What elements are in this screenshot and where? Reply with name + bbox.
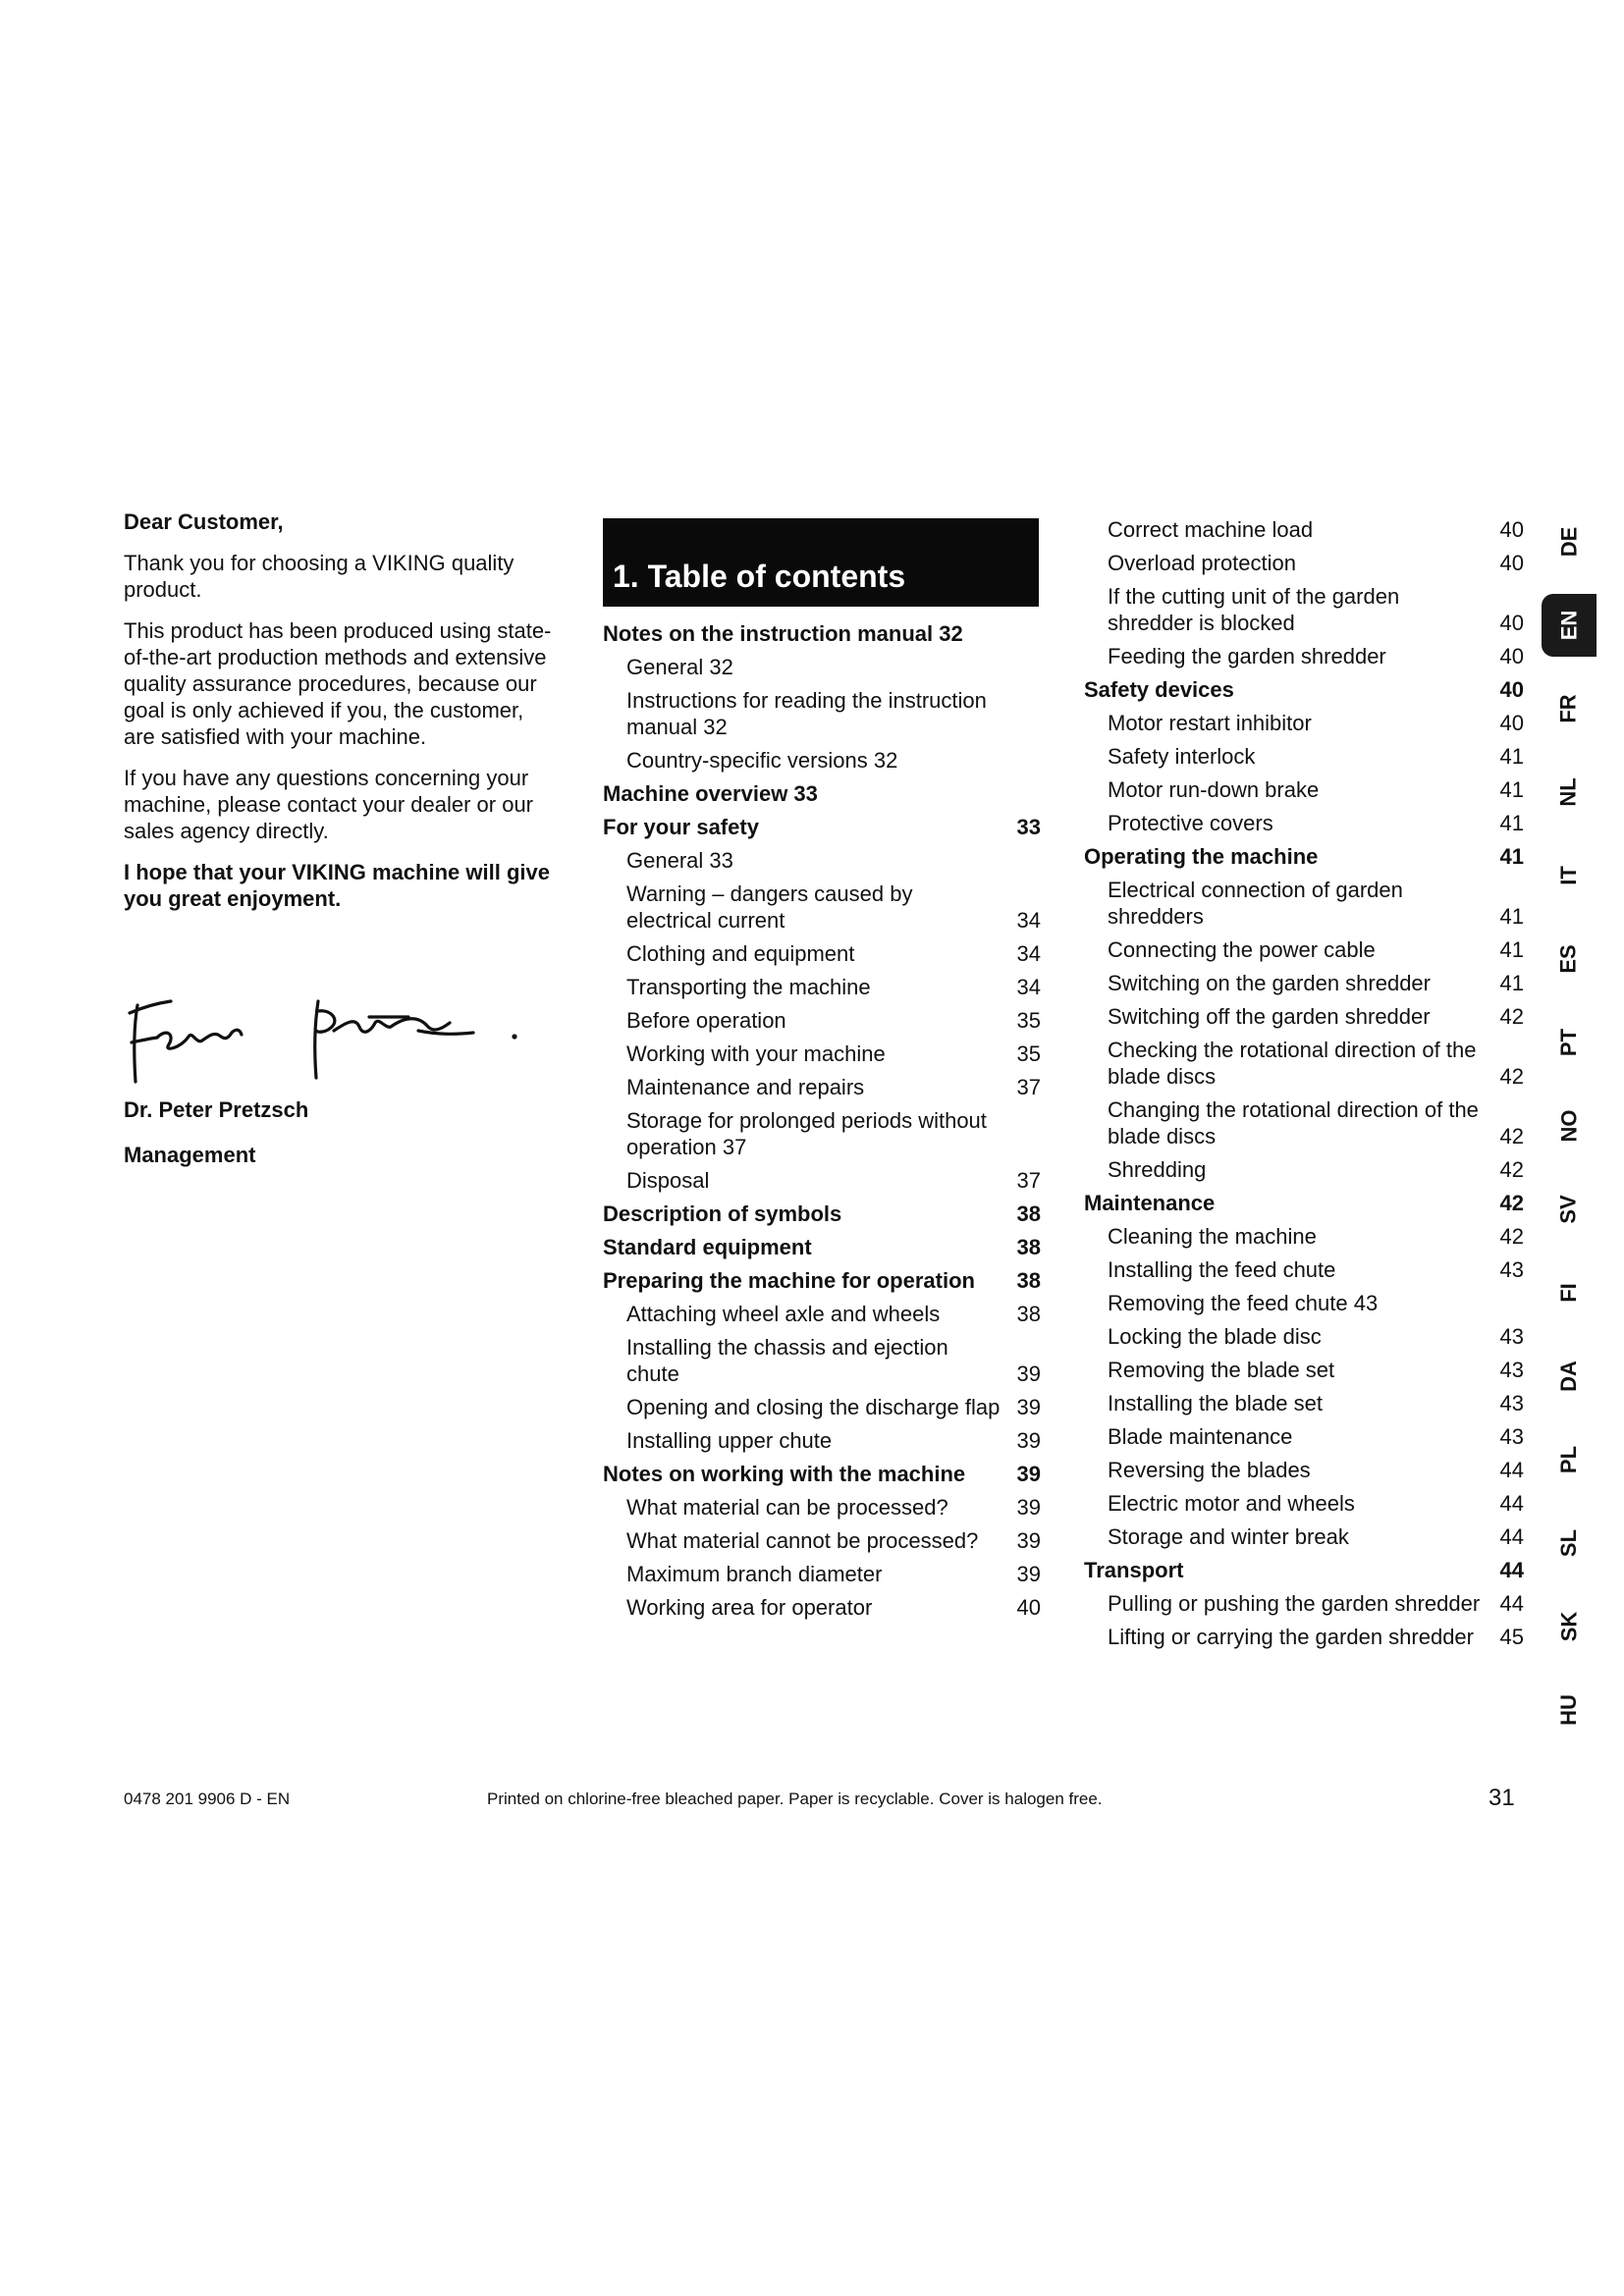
toc-entry-title: If the cutting unit of the garden shredder is blocked (1108, 584, 1400, 635)
letter-closing: I hope that your VIKING machine will give you great enjoyment. (124, 860, 550, 911)
language-tab-es (1542, 928, 1597, 990)
toc-entry-page: 38 (1016, 1268, 1041, 1293)
language-tab-da (1542, 1345, 1597, 1408)
toc-entry-page: 41 (1499, 744, 1524, 769)
toc-entry-page: 39 (1016, 1462, 1041, 1486)
toc-subsection-entry (603, 1427, 1041, 1454)
toc-subsection-entry (1084, 1256, 1524, 1283)
toc-entry-title: Clothing and equipment (626, 941, 855, 966)
toc-entry-title: Transporting the machine (626, 975, 871, 999)
toc-subsection-entry (1084, 743, 1524, 770)
language-tab-pt (1542, 1011, 1597, 1074)
language-tab-label: FR (1555, 694, 1581, 723)
toc-entry-title: Motor restart inhibitor (1108, 711, 1312, 735)
toc-subsection-entry (1084, 776, 1524, 803)
toc-section-entry (603, 1234, 1041, 1260)
toc-entry-page: 44 (1499, 1524, 1524, 1549)
toc-entry-title: Shredding (1108, 1157, 1207, 1182)
language-tab-label: EN (1556, 610, 1581, 641)
toc-entry-title: Electrical connection of garden shredders (1108, 878, 1403, 929)
toc-entry-title: Checking the rotational direction of the blade discs (1108, 1038, 1477, 1089)
toc-entry-page: 39 (1016, 1428, 1041, 1453)
toc-entry-page: 43 (1499, 1424, 1524, 1449)
toc-entry-title: Switching off the garden shredder (1108, 1004, 1431, 1029)
toc-subsection-entry (1084, 1003, 1524, 1030)
letter-greeting: Dear Customer, (124, 509, 284, 534)
toc-entry-title: Changing the rotational direction of the blade discs (1108, 1097, 1479, 1148)
toc-subsection-entry (603, 687, 1041, 740)
toc-entry-page: 34 (1016, 908, 1041, 933)
toc-entry-title: Storage for prolonged periods without operation 37 (626, 1108, 987, 1159)
toc-entry-page: 43 (1499, 1324, 1524, 1349)
language-tab-fr (1542, 677, 1597, 740)
toc-entry-title: Instructions for reading the instruction manual 32 (626, 688, 987, 739)
toc-entry-page: 41 (1499, 811, 1524, 835)
toc-entry-page: 42 (1499, 1064, 1524, 1089)
language-tab-label: SK (1556, 1611, 1581, 1642)
toc-subsection-entry (1084, 1323, 1524, 1350)
toc-entry-title: Disposal (626, 1168, 710, 1193)
language-tab-label: HU (1556, 1694, 1581, 1726)
toc-subsection-entry (603, 747, 1041, 774)
toc-subsection-entry (1084, 1357, 1524, 1383)
toc-entry-title: Protective covers (1108, 811, 1273, 835)
toc-entry-title: Opening and closing the discharge flap (626, 1395, 1001, 1419)
language-tab-label: PT (1556, 1028, 1581, 1057)
toc-entry-title: Notes on working with the machine (603, 1462, 966, 1486)
toc-entry-title: Removing the feed chute 43 (1108, 1291, 1379, 1315)
toc-subsection-entry (1084, 583, 1524, 636)
toc-subsection-entry (603, 1561, 1041, 1587)
handwritten-signature (124, 984, 556, 1092)
toc-entry-page: 40 (1499, 611, 1524, 635)
toc-subsection-entry (1084, 1457, 1524, 1483)
toc-subsection-entry (1084, 877, 1524, 930)
toc-subsection-entry (1084, 1590, 1524, 1617)
toc-entry-page: 40 (1499, 677, 1524, 702)
toc-entry-page: 39 (1016, 1362, 1041, 1386)
language-tab-no (1542, 1095, 1597, 1157)
toc-section-entry (603, 1461, 1041, 1487)
toc-entry-page: 40 (1499, 711, 1524, 735)
language-tab-fi (1542, 1261, 1597, 1324)
toc-subsection-entry (1084, 1156, 1524, 1183)
toc-subsection-entry (603, 1394, 1041, 1420)
toc-subsection-entry (1084, 1223, 1524, 1250)
toc-entry-page: 37 (1016, 1075, 1041, 1099)
toc-entry-title: Connecting the power cable (1108, 937, 1376, 962)
toc-subsection-entry (603, 1334, 1041, 1387)
letter-paragraph: Thank you for choosing a VIKING quality product. (124, 551, 514, 602)
language-tabs (1542, 510, 1597, 1762)
toc-entry-title: Transport (1084, 1558, 1184, 1582)
toc-entry-title: Notes on the instruction manual 32 (603, 621, 963, 646)
toc-entry-title: Installing the blade set (1108, 1391, 1323, 1415)
toc-entry-page: 35 (1016, 1008, 1041, 1033)
toc-entry-title: Before operation (626, 1008, 786, 1033)
toc-subsection-entry (1084, 810, 1524, 836)
toc-entry-title: Installing the chassis and ejection chute (626, 1335, 948, 1386)
language-tab-label: DE (1556, 526, 1581, 558)
toc-entry-title: Country-specific versions 32 (626, 748, 898, 773)
signer-name: Dr. Peter Pretzsch (124, 1097, 309, 1122)
toc-entry-page: 41 (1499, 844, 1524, 869)
toc-entry-title: Cleaning the machine (1108, 1224, 1317, 1249)
toc-subsection-entry (603, 654, 1041, 680)
letter-paragraph: This product has been produced using state-of-the-art production methods and extensive quality assurance procedures, because our goal is only achieved if you, the customer, are satisfied with your machine. (124, 618, 552, 749)
toc-entry-title: Standard equipment (603, 1235, 812, 1259)
toc-subsection-entry (1084, 970, 1524, 996)
toc-entry-title: Reversing the blades (1108, 1458, 1311, 1482)
language-tab-label: PL (1556, 1445, 1581, 1474)
toc-subsection-entry (603, 881, 1041, 934)
toc-entry-page: 44 (1499, 1491, 1524, 1516)
toc-subsection-entry (1084, 936, 1524, 963)
toc-entry-title: Maximum branch diameter (626, 1562, 883, 1586)
language-tab-en (1542, 594, 1597, 657)
toc-column-middle (603, 620, 1041, 1628)
toc-entry-page: 39 (1016, 1562, 1041, 1586)
toc-subsection-entry (603, 1167, 1041, 1194)
toc-subsection-entry (1084, 1523, 1524, 1550)
toc-entry-title: What material can be processed? (626, 1495, 948, 1520)
toc-entry-title: Electric motor and wheels (1108, 1491, 1355, 1516)
paper-note: Printed on chlorine-free bleached paper. Paper is recyclable. Cover is halogen free. (487, 1789, 1103, 1808)
toc-entry-page: 40 (1499, 644, 1524, 668)
toc-entry-title: Maintenance (1084, 1191, 1216, 1215)
toc-entry-title: General 33 (626, 848, 733, 873)
toc-section-entry (603, 620, 1041, 647)
toc-entry-title: Warning – dangers caused by electrical current (626, 881, 913, 933)
toc-entry-page: 43 (1499, 1391, 1524, 1415)
toc-entry-title: Installing upper chute (626, 1428, 833, 1453)
toc-entry-title: Maintenance and repairs (626, 1075, 865, 1099)
toc-entry-title: Feeding the garden shredder (1108, 644, 1386, 668)
toc-section-entry (603, 814, 1041, 840)
toc-subsection-entry (603, 1074, 1041, 1100)
toc-subsection-entry (603, 1107, 1041, 1160)
toc-entry-title: Operating the machine (1084, 844, 1319, 869)
toc-subsection-entry (1084, 1423, 1524, 1450)
language-tab-sk (1542, 1595, 1597, 1658)
toc-entry-title: Description of symbols (603, 1201, 842, 1226)
toc-entry-page: 42 (1499, 1124, 1524, 1148)
toc-subsection-entry (1084, 1096, 1524, 1149)
toc-entry-title: Safety devices (1084, 677, 1234, 702)
toc-section-entry (1084, 1557, 1524, 1583)
toc-entry-page: 44 (1499, 1558, 1524, 1582)
language-tab-label: IT (1556, 866, 1581, 885)
toc-entry-title: Overload protection (1108, 551, 1296, 575)
toc-subsection-entry (603, 1007, 1041, 1034)
toc-column-right (1084, 516, 1524, 1657)
toc-entry-title: Preparing the machine for operation (603, 1268, 975, 1293)
language-tab-sv (1542, 1178, 1597, 1241)
toc-subsection-entry (1084, 1490, 1524, 1517)
toc-subsection-entry (603, 1594, 1041, 1621)
toc-subsection-entry (1084, 550, 1524, 576)
language-tab-de (1542, 510, 1597, 573)
toc-subsection-entry (1084, 643, 1524, 669)
toc-entry-page: 33 (1016, 815, 1041, 839)
language-tab-label: DA (1556, 1361, 1581, 1392)
toc-entry-title: Locking the blade disc (1108, 1324, 1322, 1349)
toc-entry-page: 37 (1016, 1168, 1041, 1193)
letter-paragraph: If you have any questions concerning your machine, please contact your dealer or our sales agency directly. (124, 766, 534, 843)
language-tab-it (1542, 844, 1597, 907)
page-number: 31 (1489, 1785, 1515, 1811)
toc-subsection-entry (1084, 516, 1524, 543)
toc-entry-title: Pulling or pushing the garden shredder (1108, 1591, 1481, 1616)
toc-entry-title: Installing the feed chute (1108, 1257, 1336, 1282)
toc-entry-page: 42 (1499, 1191, 1524, 1215)
toc-entry-title: Storage and winter break (1108, 1524, 1349, 1549)
toc-subsection-entry (603, 1527, 1041, 1554)
toc-entry-title: Working area for operator (626, 1595, 873, 1620)
toc-entry-title: Safety interlock (1108, 744, 1256, 769)
language-tab-nl (1542, 761, 1597, 824)
toc-section-entry (1084, 843, 1524, 870)
toc-entry-page: 41 (1499, 904, 1524, 929)
toc-entry-page: 38 (1016, 1302, 1041, 1326)
toc-entry-title: For your safety (603, 815, 759, 839)
toc-subsection-entry (1084, 1390, 1524, 1416)
toc-entry-title: Working with your machine (626, 1041, 886, 1066)
toc-subsection-entry (603, 1301, 1041, 1327)
toc-entry-page: 35 (1016, 1041, 1041, 1066)
toc-subsection-entry (603, 1494, 1041, 1521)
language-tab-sl (1542, 1512, 1597, 1575)
toc-entry-page: 39 (1016, 1495, 1041, 1520)
toc-entry-page: 42 (1499, 1224, 1524, 1249)
letter (124, 508, 556, 927)
toc-entry-page: 42 (1499, 1004, 1524, 1029)
toc-section-entry (603, 1267, 1041, 1294)
toc-entry-title: What material cannot be processed? (626, 1528, 979, 1553)
toc-subsection-entry (603, 847, 1041, 874)
language-tab-label: SV (1555, 1195, 1581, 1224)
language-tab-hu (1542, 1679, 1597, 1741)
toc-entry-page: 39 (1016, 1395, 1041, 1419)
toc-title: 1. Table of contents (603, 518, 1039, 607)
toc-entry-page: 40 (1499, 517, 1524, 542)
toc-entry-title: Removing the blade set (1108, 1358, 1335, 1382)
toc-entry-page: 41 (1499, 777, 1524, 802)
toc-entry-title: Blade maintenance (1108, 1424, 1293, 1449)
language-tab-pl (1542, 1428, 1597, 1491)
toc-entry-page: 43 (1499, 1358, 1524, 1382)
toc-entry-page: 43 (1499, 1257, 1524, 1282)
toc-subsection-entry (1084, 1037, 1524, 1090)
toc-subsection-entry (603, 1041, 1041, 1067)
toc-subsection-entry (603, 974, 1041, 1000)
toc-section-entry (1084, 1190, 1524, 1216)
toc-entry-page: 44 (1499, 1458, 1524, 1482)
toc-subsection-entry (1084, 710, 1524, 736)
toc-entry-title: Attaching wheel axle and wheels (626, 1302, 941, 1326)
toc-entry-page: 34 (1016, 975, 1041, 999)
toc-entry-page: 41 (1499, 971, 1524, 995)
toc-section-entry (1084, 676, 1524, 703)
toc-entry-page: 44 (1499, 1591, 1524, 1616)
toc-section-entry (603, 780, 1041, 807)
toc-subsection-entry (603, 940, 1041, 967)
toc-entry-page: 45 (1499, 1625, 1524, 1649)
toc-entry-page: 38 (1016, 1201, 1041, 1226)
language-tab-label: ES (1555, 944, 1581, 974)
toc-entry-title: Switching on the garden shredder (1108, 971, 1431, 995)
language-tab-label: FI (1556, 1283, 1581, 1303)
signer-role: Management (124, 1143, 256, 1167)
toc-subsection-entry (1084, 1290, 1524, 1316)
toc-entry-title: Correct machine load (1108, 517, 1314, 542)
toc-entry-page: 42 (1499, 1157, 1524, 1182)
language-tab-label: NO (1556, 1109, 1581, 1143)
toc-entry-title: Lifting or carrying the garden shredder (1108, 1625, 1474, 1649)
toc-entry-page: 39 (1016, 1528, 1041, 1553)
toc-entry-title: General 32 (626, 655, 733, 679)
language-tab-label: NL (1555, 777, 1581, 807)
toc-entry-title: Machine overview 33 (603, 781, 818, 806)
language-tab-label: SL (1556, 1528, 1581, 1558)
toc-entry-page: 40 (1499, 551, 1524, 575)
toc-subsection-entry (1084, 1624, 1524, 1650)
toc-entry-page: 34 (1016, 941, 1041, 966)
toc-entry-page: 38 (1016, 1235, 1041, 1259)
toc-entry-page: 41 (1499, 937, 1524, 962)
toc-entry-title: Motor run-down brake (1108, 777, 1320, 802)
toc-section-entry (603, 1201, 1041, 1227)
toc-entry-page: 40 (1016, 1595, 1041, 1620)
document-code: 0478 201 9906 D - EN (124, 1789, 291, 1808)
